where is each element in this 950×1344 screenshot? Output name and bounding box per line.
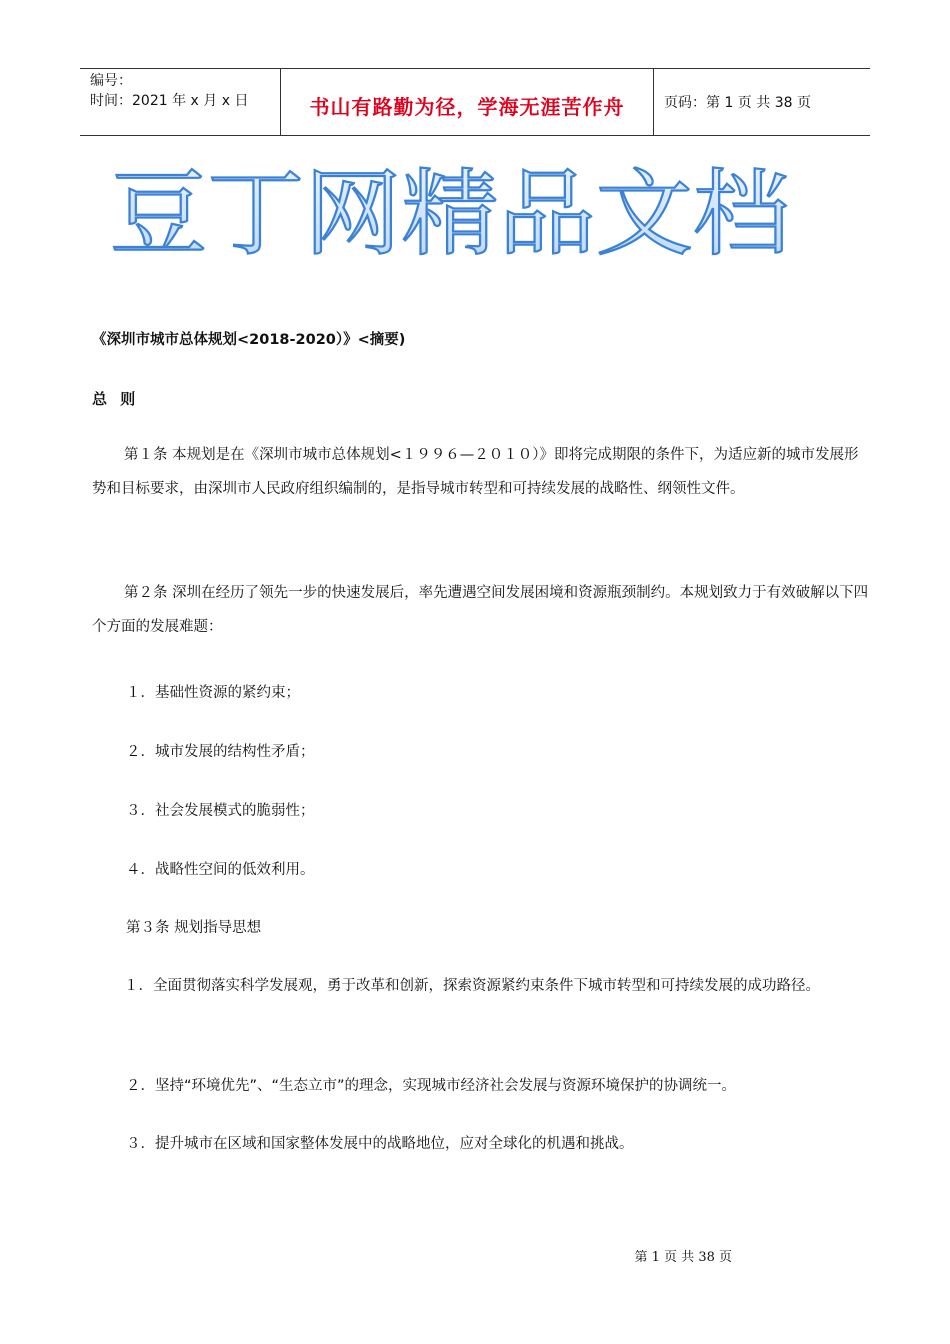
- header-page-cell: [654, 69, 870, 135]
- guideline-item: １．全面贯彻落实科学发展观，勇于改革和创新，探索资源紧约束条件下城市转型和可持续发展的成功路径。: [124, 978, 820, 994]
- watermark-text: 豆丁网精品文档: [110, 160, 790, 260]
- page-footer: 第 1 页 共 38 页: [634, 1250, 732, 1265]
- header-motto-cell: [281, 69, 654, 135]
- guideline-item: ３．提升城市在区域和国家整体发展中的战略地位，应对全球化的机遇和挑战。: [126, 1136, 634, 1152]
- header-meta-cell: [80, 69, 281, 135]
- difficulty-item: ４．战略性空间的低效利用。: [126, 862, 315, 878]
- article-2: 第２条 深圳在经历了领先一步的快速发展后，率先遭遇空间发展困境和资源瓶颈制约。本规划致力于有效破解以下四个方面的发展难题：: [92, 585, 869, 635]
- watermark-banner: [100, 160, 800, 260]
- document-title: 《深圳市城市总体规划<2018-2020）》<摘要): [92, 332, 406, 348]
- article-1: 第１条 本规划是在《深圳市城市总体规划<１９９６—２０１０）》即将完成期限的条件下，为适应新的城市发展形势和目标要求，由深圳市人民政府组织编制的，是指导城市转型和可持续发展的战略性、纲领性文件。: [92, 447, 859, 497]
- header-number-label: 编号：: [90, 73, 132, 89]
- difficulty-item: ２．城市发展的结构性矛盾；: [126, 744, 315, 760]
- guideline-item: ２．坚持“环境优先”、“生态立市”的理念，实现城市经济社会发展与资源环境保护的协调统一。: [126, 1078, 737, 1094]
- header-time-label: 时间：2021 年 x 月 x 日: [90, 93, 249, 109]
- article-3: 第３条 规划指导思想: [126, 920, 262, 936]
- header-page-info: 页码：第 1 页 共 38 页: [664, 95, 811, 111]
- header-motto: 书山有路勤为径，学海无涯苦作舟: [309, 94, 625, 119]
- section-heading: 总 则: [92, 390, 140, 408]
- difficulty-item: １．基础性资源的紧约束；: [126, 685, 300, 701]
- difficulty-item: ３．社会发展模式的脆弱性；: [126, 803, 315, 819]
- header-table: [80, 68, 870, 136]
